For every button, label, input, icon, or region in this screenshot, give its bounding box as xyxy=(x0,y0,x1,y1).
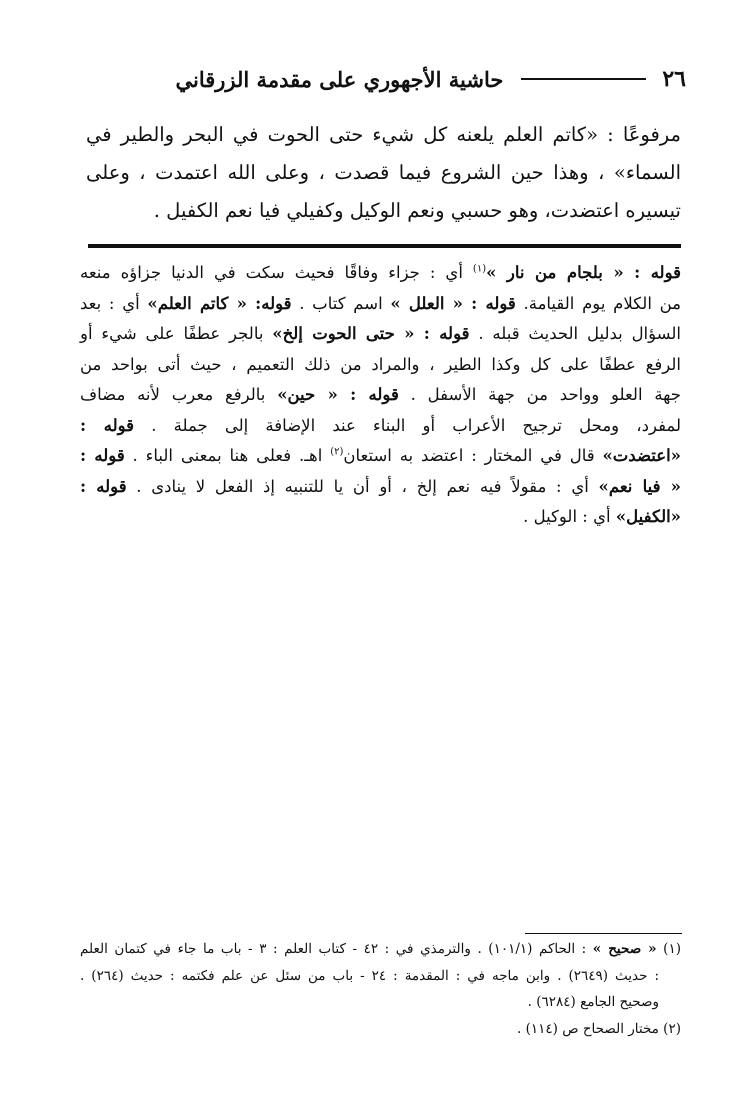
commentary-line xyxy=(80,441,681,472)
commentary-text: قال في المختار : اعتضد به استعان xyxy=(343,446,603,465)
footnote-line: : حديث (٢٦٤٩) . وابن ماجه في : المقدمة : ٢٤ - باب من سئل عن علم فكتمه : حديث (٢٦٤) . xyxy=(80,967,660,984)
commentary-line xyxy=(80,380,681,411)
commentary-text: الرفع عطفًا على كل وكذا الطير ، والمراد من ذلك التعميم ، حيث أتى بواحد من xyxy=(80,354,681,374)
commentary-line xyxy=(80,258,681,289)
lemma: «اعتضدت» xyxy=(602,446,681,465)
commentary-line xyxy=(80,472,681,503)
footnote-line xyxy=(80,936,681,963)
lemma: « فيا نعم» xyxy=(598,476,681,496)
commentary-text: السؤال بدليل الحديث قبله . xyxy=(469,324,681,343)
lemma: قوله : « حين» xyxy=(277,385,399,404)
commentary-text: جهة العلو وواحد من جهة الأسفل . xyxy=(398,385,681,404)
page-header xyxy=(74,62,686,96)
lemma: قوله : « حتى الحوت إلخ» xyxy=(272,324,470,343)
commentary-text: اسم كتاب . xyxy=(291,293,391,313)
commentary-text: أي : بعد xyxy=(80,293,148,313)
footnote-divider xyxy=(525,933,682,934)
footnote-ref: (٢) xyxy=(330,446,344,458)
commentary-line xyxy=(80,411,681,442)
main-text-line: السماء» ، وهذا حين الشروع فيما قصدت ، وعلى الله اعتمدت ، وعلى xyxy=(86,161,681,184)
lemma: قوله : « بلجام من نار » xyxy=(486,263,681,282)
commentary-text: أي : مقولاً فيه نعم إلخ ، أو أن يا للتنبيه إذ الفعل لا ينادى . xyxy=(126,476,599,496)
page-number: ٢٦ xyxy=(662,66,686,92)
lemma: قوله : « العلل » xyxy=(390,293,516,313)
commentary-text: لمفرد، ومحل ترجيح الأعراب أو البناء عند الإضافة إلى جملة . xyxy=(134,415,681,435)
commentary-line xyxy=(80,350,681,381)
running-title: حاشية الأجهوري على مقدمة الزرقاني xyxy=(175,66,504,92)
commentary-line xyxy=(80,289,681,320)
lemma: «الكفيل» xyxy=(615,507,681,526)
footnote-marker: (١) xyxy=(663,941,681,957)
footnote-line: (٢) مختار الصحاح ص (١١٤) . xyxy=(517,1020,681,1037)
main-text-line: تيسيره اعتضدت، وهو حسبي ونعم الوكيل وكفيلي فيا نعم الكفيل . xyxy=(153,199,681,222)
footnote-text: : الحاكم (١٠١/١) . والترمذي في : ٤٢ - كتاب العلم : ٣ - باب ما جاء في كتمان العلم xyxy=(80,941,593,957)
commentary-text: أي : الوكيل . xyxy=(523,507,616,526)
lemma: قوله : xyxy=(80,476,127,496)
commentary-text: بالجر عطفًا على شيء أو xyxy=(80,324,273,343)
commentary-line xyxy=(80,319,681,350)
commentary-text: أي : جزاء وفاقًا فحيث سكت في الدنيا جزاؤه منعه xyxy=(80,263,473,282)
commentary-text: من الكلام يوم القيامة. xyxy=(515,293,682,313)
commentary-text: بالرفع معرب لأنه مضاف xyxy=(80,385,278,404)
lemma: قوله : xyxy=(80,415,135,435)
lemma: قوله: « كاتم العلم» xyxy=(147,293,292,313)
main-text-line: مرفوعًا : «كاتم العلم يلعنه كل شيء حتى الحوت في البحر والطير في xyxy=(86,123,681,146)
footnotes xyxy=(80,936,681,1042)
commentary-line xyxy=(80,502,681,533)
footnote-line: وصحيح الجامع (٦٢٨٤) . xyxy=(527,994,659,1010)
commentary xyxy=(80,258,681,533)
commentary-divider xyxy=(88,244,681,248)
header-rule xyxy=(521,78,646,80)
lemma: قوله : xyxy=(80,446,125,465)
footnote-ref: (١) xyxy=(472,263,487,275)
main-text xyxy=(86,116,681,230)
commentary-text: اهـ. فعلى هنا بمعنى الباء . xyxy=(124,446,331,465)
footnote-label: « صحيح » xyxy=(592,941,657,957)
